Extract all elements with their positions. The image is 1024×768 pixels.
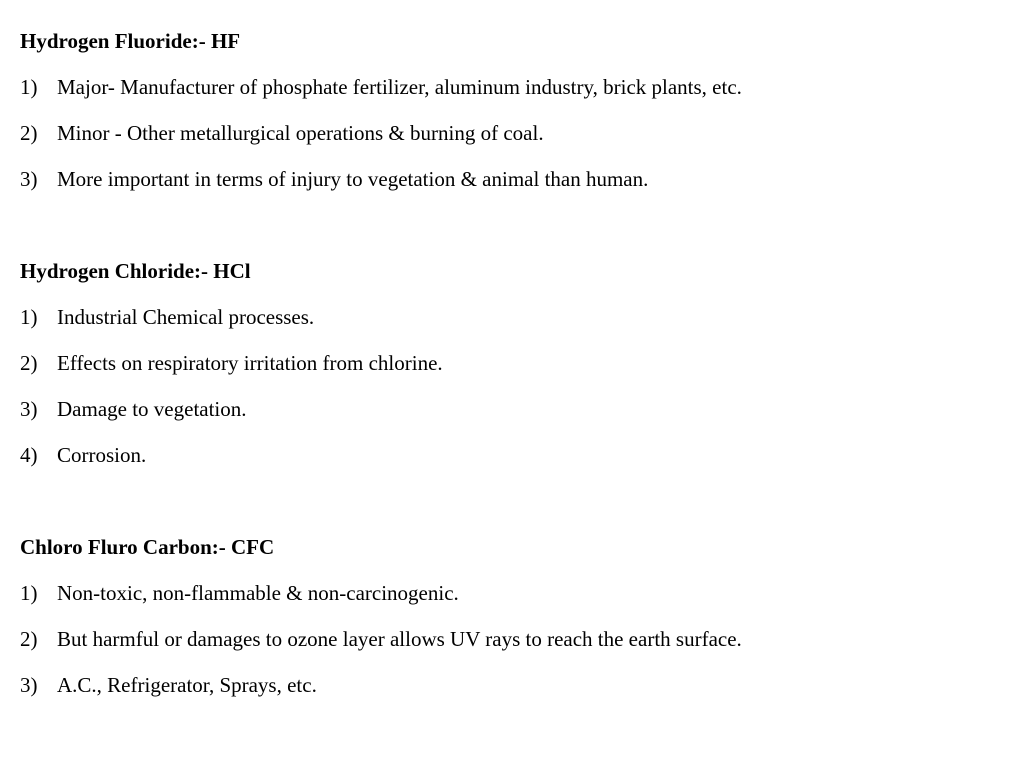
- list-item: [20, 302, 1010, 332]
- list-item: [20, 440, 1010, 470]
- item-number: 2): [20, 351, 38, 375]
- numbered-list: [20, 578, 1010, 700]
- section-hydrogen-chloride: [20, 256, 1010, 470]
- item-text: More important in terms of injury to vegetation & animal than human.: [57, 167, 649, 191]
- item-number: 1): [20, 581, 38, 605]
- item-text: Industrial Chemical processes.: [57, 305, 315, 329]
- item-text: A.C., Refrigerator, Sprays, etc.: [57, 673, 317, 697]
- item-number: 2): [20, 121, 38, 145]
- item-number: 3): [20, 673, 38, 697]
- list-item: [20, 118, 1010, 148]
- item-text: Non-toxic, non-flammable & non-carcinogenic.: [57, 581, 459, 605]
- numbered-list: [20, 302, 1010, 470]
- item-text: Damage to vegetation.: [57, 397, 247, 421]
- list-item: [20, 670, 1010, 700]
- item-number: 3): [20, 167, 38, 191]
- item-text: But harmful or damages to ozone layer allows UV rays to reach the earth surface.: [57, 627, 742, 651]
- list-item: [20, 72, 1010, 102]
- item-text: Corrosion.: [57, 443, 147, 467]
- item-text: Effects on respiratory irritation from chlorine.: [57, 351, 443, 375]
- section-heading: Hydrogen Fluoride:- HF: [20, 29, 241, 53]
- list-item: [20, 348, 1010, 378]
- section-heading: Hydrogen Chloride:- HCl: [20, 259, 251, 283]
- item-number: 3): [20, 397, 38, 421]
- section-heading: Chloro Fluro Carbon:- CFC: [20, 535, 275, 559]
- item-number: 4): [20, 443, 38, 467]
- list-item: [20, 624, 1010, 654]
- item-number: 1): [20, 75, 38, 99]
- section-chloro-fluro-carbon: [20, 532, 1010, 700]
- list-item: [20, 578, 1010, 608]
- list-item: [20, 164, 1010, 194]
- item-number: 2): [20, 627, 38, 651]
- item-number: 1): [20, 305, 38, 329]
- item-text: Major- Manufacturer of phosphate fertilizer, aluminum industry, brick plants, etc.: [57, 75, 742, 99]
- list-item: [20, 394, 1010, 424]
- section-hydrogen-fluoride: [20, 26, 1010, 194]
- item-text: Minor - Other metallurgical operations & burning of coal.: [57, 121, 544, 145]
- numbered-list: [20, 72, 1010, 194]
